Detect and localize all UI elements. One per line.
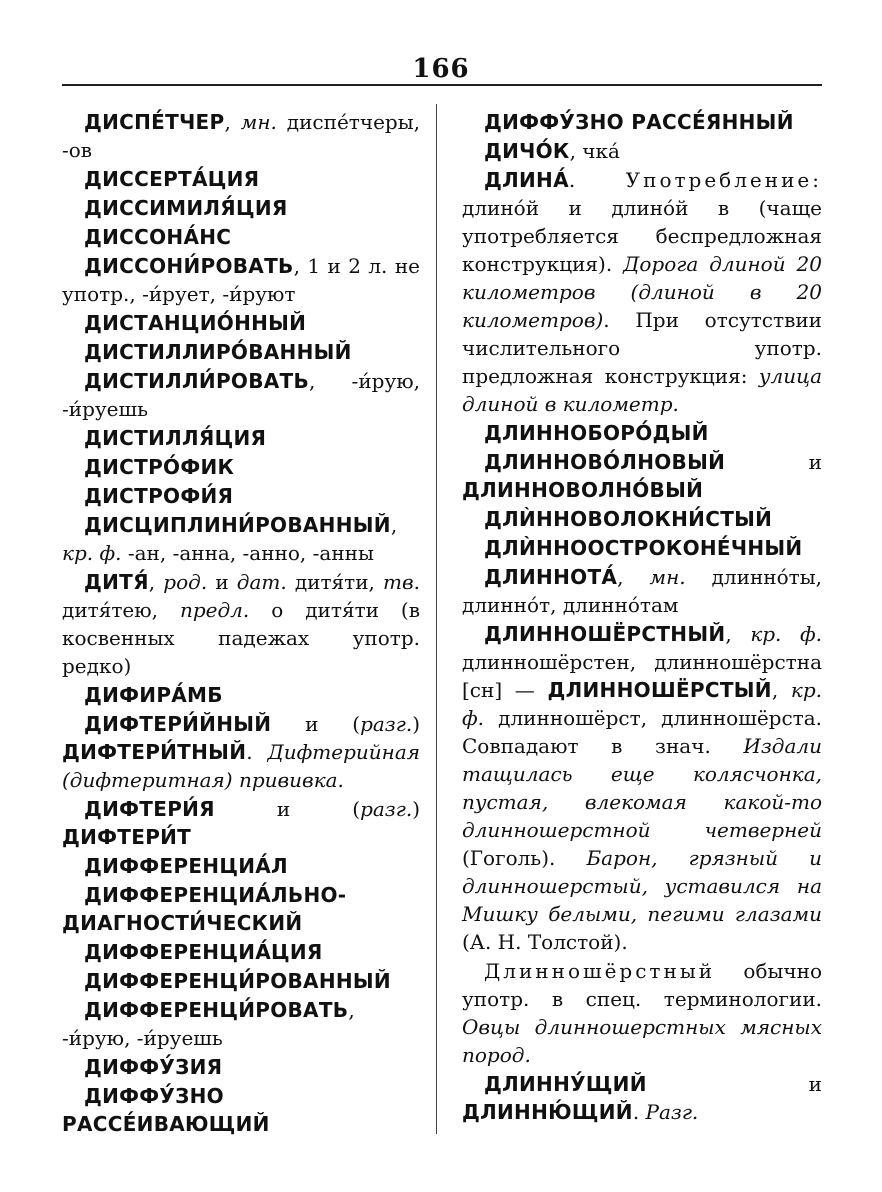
- dictionary-entry: [62, 710, 420, 794]
- headword: ДИСТИЛЛИ́РОВАТЬ: [84, 369, 310, 393]
- dictionary-entry: [462, 563, 822, 619]
- italic-text: Овцы длинношерстных мясных пород.: [462, 1015, 822, 1067]
- column-divider: [436, 104, 437, 1134]
- dictionary-entry: [462, 108, 822, 136]
- dictionary-entry: [62, 165, 420, 193]
- dictionary-entry: [62, 938, 420, 966]
- headword: ДЛИННОВО́ЛНОВЫЙ: [484, 450, 726, 474]
- entry-text: о дитя́ти (в косвенных падежах употр. редко): [62, 598, 420, 678]
- entry-text: дитя́тею,: [62, 598, 180, 622]
- dictionary-entry: [62, 1082, 420, 1138]
- headword: ДИФТЕРИ́ЙНЫЙ: [84, 712, 272, 736]
- dictionary-entry: [62, 482, 420, 510]
- headword: ДИССИМИЛЯ́ЦИЯ: [84, 196, 288, 220]
- entry-text: -ан, -анна, -анно, -анны: [121, 541, 374, 565]
- entry-text: и (: [271, 712, 361, 736]
- dictionary-entry: [62, 568, 420, 680]
- dictionary-entry: [462, 1070, 822, 1126]
- italic-text: разг.: [360, 797, 413, 821]
- headword: ДИСТРО́ФИК: [84, 455, 235, 479]
- entry-text: длинношёрстен, длинношёрстна [сн] —: [462, 650, 822, 702]
- headword: ДИФТЕРИ́Т: [62, 825, 192, 849]
- italic-text: Дифтерийная (дифтеритная) прививка.: [62, 740, 420, 792]
- dictionary-entry: [62, 681, 420, 709]
- headword: ДИФФЕРЕНЦИ́РОВАТЬ: [84, 998, 349, 1022]
- dictionary-entry: [62, 511, 420, 567]
- headword: ДЛИННОШЁРСТЫЙ: [547, 678, 772, 702]
- italic-text: улица длиной в километр.: [462, 364, 822, 416]
- entry-text: ,: [725, 622, 751, 646]
- headword: ДИСЦИПЛИНИ́РОВАННЫЙ: [84, 513, 391, 537]
- dictionary-entry: [462, 620, 822, 956]
- entry-text: длино́й и длино́й в (чаще употребляется беспредложная конструкция).: [462, 196, 822, 276]
- entry-text: и: [207, 570, 237, 594]
- dictionary-entry: [62, 852, 420, 880]
- headword: ДИССОНИ́РОВАТЬ: [84, 254, 294, 278]
- entry-text: дитя́ти,: [286, 570, 384, 594]
- headword: ДИФФЕРЕНЦИА́ЛЬНО-ДИАГНОСТИ́ЧЕСКИЙ: [62, 883, 347, 935]
- entry-text: , 1 и 2 л. не употр., -и́рует, -и́руют: [62, 254, 420, 306]
- entry-text: длинношёрст, длинношёрста. Совпадают в знач.: [462, 706, 822, 758]
- entry-text: .: [632, 1100, 646, 1124]
- headword: ДИФФУ́ЗИЯ: [84, 1055, 223, 1079]
- headword: ДЛИННЮ́ЩИЙ: [462, 1100, 633, 1124]
- italic-text: род.: [163, 570, 208, 594]
- headword: ДИФТЕРИ́ТНЫЙ: [62, 740, 247, 764]
- entry-text: ,: [390, 513, 398, 537]
- headword: ДЛИНА́: [484, 168, 569, 192]
- header-rule: [62, 84, 822, 86]
- dictionary-entry: [62, 252, 420, 308]
- headword: ДЛЍННООСТРОКОНЕ́ЧНЫЙ: [484, 536, 803, 560]
- entry-text: ): [412, 712, 420, 736]
- italic-text: предл.: [179, 598, 250, 622]
- italic-text: кр. ф.: [462, 678, 823, 730]
- entry-text: (Гоголь).: [462, 846, 587, 870]
- dictionary-entry: [62, 996, 420, 1052]
- headword: ДИССОНА́НС: [84, 225, 232, 249]
- headword: ДИТЯ́: [84, 570, 149, 594]
- italic-text: Издали тащилась еще колясчонка, пустая, влекомая какой-то длинношерстной четверней: [462, 734, 822, 842]
- dictionary-entry: [62, 194, 420, 222]
- entry-text: ,: [148, 570, 164, 594]
- entry-text: , -и́рую, -и́руешь: [62, 369, 420, 421]
- headword: ДИФФЕРЕНЦИА́ЦИЯ: [84, 940, 323, 964]
- headword: ДЛИННОШЁРСТНЫЙ: [484, 622, 726, 646]
- headword: ДЛИННОВОЛНО́ВЫЙ: [462, 478, 704, 502]
- dictionary-entry: [462, 448, 822, 504]
- italic-text: мн.: [649, 565, 686, 589]
- italic-text: Барон, грязный и длинношерстый, уставился на Мишку белыми, пегими глазами: [462, 846, 823, 926]
- entry-text: ,: [771, 678, 791, 702]
- entry-text: (А. Н. Толстой).: [462, 930, 628, 954]
- dictionary-entry: [462, 957, 822, 1069]
- headword: ДИЧО́К: [484, 139, 570, 163]
- italic-text: дат.: [236, 570, 287, 594]
- headword: ДИССЕРТА́ЦИЯ: [84, 167, 260, 191]
- entry-text: ,: [224, 110, 241, 134]
- entry-text: и: [646, 1072, 822, 1096]
- dictionary-entry: [62, 338, 420, 366]
- entry-text: .: [568, 168, 626, 192]
- headword: ДИФФЕРЕНЦИА́Л: [84, 854, 288, 878]
- entry-text: .: [246, 740, 268, 764]
- italic-text: Дорога длиной 20 километров (длиной в 20 километров): [462, 252, 822, 332]
- headword: ДИФФУ́ЗНО РАССЕ́ИВАЮЩИЙ: [62, 1084, 270, 1136]
- page-number: 166: [412, 54, 470, 84]
- dictionary-entry: [462, 419, 822, 447]
- headword: ДЛИННОБОРО́ДЫЙ: [484, 421, 709, 445]
- dictionary-entry: [62, 967, 420, 995]
- italic-text: разг.: [360, 712, 413, 736]
- dictionary-entry: [62, 223, 420, 251]
- entry-text: и: [725, 450, 822, 474]
- headword: ДЛЍННОВОЛОКНИ́СТЫЙ: [484, 507, 773, 531]
- spaced-text: Длинношёрстный: [484, 959, 716, 983]
- italic-text: тв.: [383, 570, 421, 594]
- spaced-text: Употребление:: [625, 168, 822, 192]
- dictionary-entry: [62, 795, 420, 851]
- headword: ДИСТРОФИ́Я: [84, 484, 234, 508]
- dictionary-entry: [62, 453, 420, 481]
- entry-text: ,: [617, 565, 650, 589]
- entry-text: ): [412, 797, 420, 821]
- italic-text: кр. ф.: [62, 541, 122, 565]
- right-column: [462, 108, 822, 1127]
- entry-text: длинно́ты, длинно́т, длинно́там: [462, 565, 823, 617]
- dictionary-entry: [62, 108, 420, 164]
- headword: ДИФТЕРИ́Я: [84, 797, 215, 821]
- headword: ДИФИРА́МБ: [84, 683, 223, 707]
- entry-text: . При отсутствии числительного употр. предложная конструкция:: [462, 308, 822, 388]
- dictionary-entry: [62, 309, 420, 337]
- italic-text: мн.: [240, 110, 277, 134]
- entry-text: и (: [214, 797, 361, 821]
- dictionary-entry: [62, 367, 420, 423]
- headword: ДИФФЕРЕНЦИ́РОВАННЫЙ: [84, 969, 391, 993]
- headword: ДИСТИЛЛИРО́ВАННЫЙ: [84, 340, 352, 364]
- entry-text: диспе́тчеры, -ов: [62, 110, 420, 162]
- dictionary-entry: [462, 505, 822, 533]
- dictionary-entry: [462, 534, 822, 562]
- headword: ДИСПЕ́ТЧЕР: [84, 110, 225, 134]
- entry-text: обычно употр. в спец. терминологии.: [462, 959, 822, 1011]
- dictionary-entry: [62, 1053, 420, 1081]
- left-column: [62, 108, 420, 1139]
- entry-text: , чка́: [569, 139, 620, 163]
- headword: ДИСТИЛЛЯ́ЦИЯ: [84, 426, 267, 450]
- headword: ДЛИННОТА́: [484, 565, 618, 589]
- headword: ДИФФУ́ЗНО РАССЕ́ЯННЫЙ: [484, 110, 794, 134]
- entry-text: , -и́рую, -и́руешь: [62, 998, 355, 1050]
- dictionary-entry: [462, 137, 822, 165]
- dictionary-entry: [462, 166, 822, 418]
- italic-text: кр. ф.: [750, 622, 822, 646]
- italic-text: Разг.: [645, 1100, 699, 1124]
- dictionary-entry: [62, 881, 420, 937]
- dictionary-entry: [62, 424, 420, 452]
- headword: ДИСТАНЦИО́ННЫЙ: [84, 311, 307, 335]
- headword: ДЛИННУ́ЩИЙ: [484, 1072, 647, 1096]
